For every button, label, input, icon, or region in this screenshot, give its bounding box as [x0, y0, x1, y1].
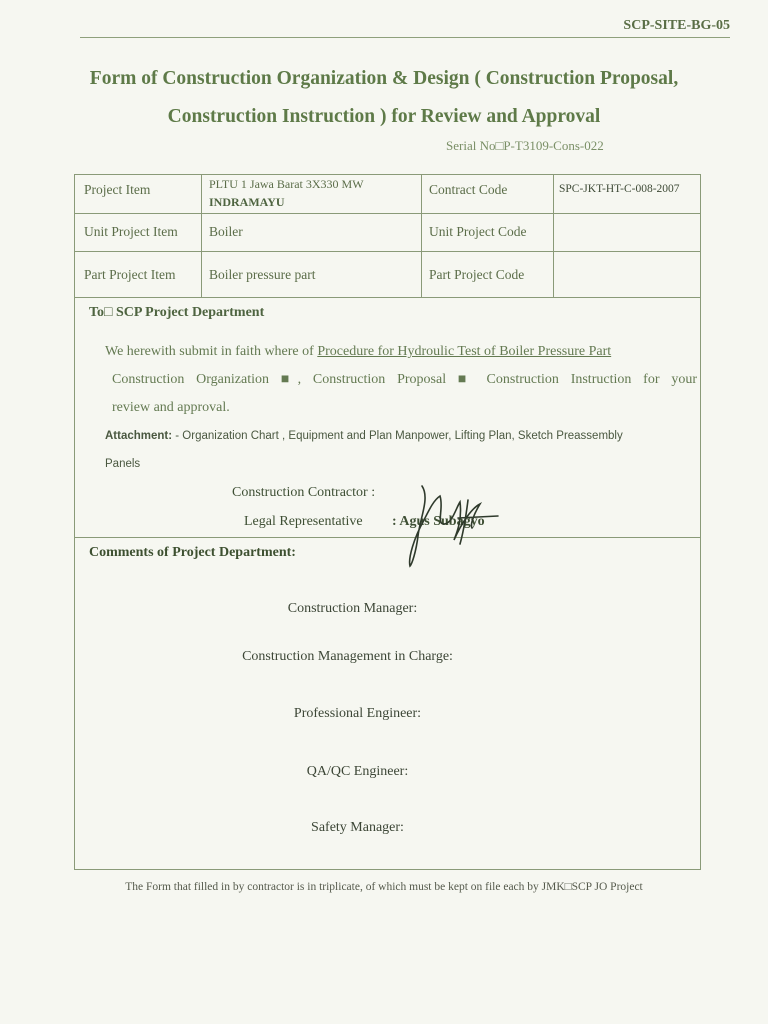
table-col-divider [553, 175, 554, 297]
header-divider [80, 37, 730, 38]
legal-rep-name: : Agus Subagyo [392, 514, 485, 529]
serial-number: Serial No□P-T3109-Cons-022 [446, 138, 604, 153]
table-col-divider [201, 175, 202, 297]
construction-management-label: Construction Management in Charge: [242, 649, 453, 664]
legal-rep-label: Legal Representative [244, 514, 363, 529]
form-title-line1: Form of Construction Organization & Design ( Construction Proposal, [89, 68, 679, 89]
table-col-divider [421, 175, 422, 297]
contractor-label: Construction Contractor : [232, 485, 376, 500]
submission-line3: review and approval. [112, 400, 230, 415]
unit-project-code-label: Unit Project Code [429, 224, 527, 239]
contract-code-label: Contract Code [429, 182, 508, 197]
table-bottom-divider [75, 297, 700, 298]
recipient-line: To□ SCP Project Department [89, 305, 265, 320]
unit-project-item-value: Boiler [209, 224, 243, 239]
form-frame [74, 174, 701, 870]
attachment-text: - Organization Chart , Equipment and Plan Manpower, Lifting Plan, Sketch Preassembly [175, 430, 623, 442]
part-project-code-label: Part Project Code [429, 267, 525, 282]
comments-heading: Comments of Project Department: [89, 545, 296, 560]
construction-manager-label: Construction Manager: [287, 601, 418, 616]
submission-line1 [105, 344, 611, 360]
procedure-title: Procedure for Hydroulic Test of Boiler Pressure Part [317, 344, 612, 359]
professional-engineer-label: Professional Engineer: [293, 706, 422, 721]
attachment-label: Attachment: [105, 430, 176, 442]
part-project-item-value: Boiler pressure part [209, 267, 316, 282]
submission-line1-prefix: We herewith submit in faith where of [105, 344, 318, 359]
safety-manager-label: Safety Manager: [311, 820, 404, 835]
project-item-value-line2: INDRAMAYU [209, 195, 285, 209]
project-item-label: Project Item [84, 182, 151, 197]
submission-line2: Construction Organization ■, Construction Proposal ■ Construction Instruction for your [112, 372, 697, 387]
table-row-divider [75, 251, 700, 252]
unit-project-item-label: Unit Project Item [84, 224, 178, 239]
form-title-line2: Construction Instruction ) for Review and Approval [167, 106, 601, 127]
contract-code-value: SPC-JKT-HT-C-008-2007 [559, 183, 680, 195]
comments-divider [75, 537, 700, 538]
form-code: SCP-SITE-BG-05 [623, 18, 730, 33]
part-project-item-label: Part Project Item [84, 267, 176, 282]
attachment-text-cont: Panels [105, 458, 141, 470]
handwritten-signature [400, 478, 500, 570]
footer-note: The Form that filled in by contractor is in triplicate, of which must be kept on file each by JMK□SCP JO Project [125, 881, 643, 893]
project-item-value-line1: PLTU 1 Jawa Barat 3X330 MW [209, 177, 364, 191]
attachment-line [105, 430, 623, 442]
qaqc-engineer-label: QA/QC Engineer: [306, 764, 409, 779]
table-row-divider [75, 213, 700, 214]
